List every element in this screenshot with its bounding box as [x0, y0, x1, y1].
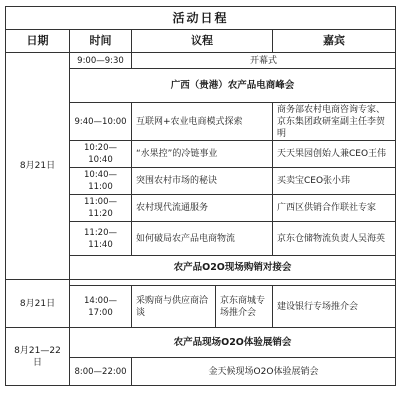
session-guest: 买卖宝CEO张小玮 [273, 168, 396, 195]
session-topic: 农村现代流通服务 [132, 195, 273, 222]
session-time: 10:40—11:00 [70, 168, 132, 195]
session-time: 11:00—11:20 [70, 195, 132, 222]
session-topic: “水果控”的冷链事业 [132, 141, 273, 168]
header-guest: 嘉宾 [273, 30, 396, 53]
header-agenda: 议程 [132, 30, 273, 53]
day3-date: 8月21—22日 [6, 328, 70, 386]
session-time: 9:40—10:00 [70, 103, 132, 141]
session-guest: 广西区供销合作联社专家 [273, 195, 396, 222]
session-time: 11:20—11:40 [70, 222, 132, 256]
day2-session: 采购商与供应商洽谈 [132, 286, 216, 328]
session-guest: 京东仓储物流负责人吴海英 [273, 222, 396, 256]
header-time: 时间 [70, 30, 132, 53]
schedule-title: 活动日程 [6, 7, 396, 30]
day3-time: 8:00—22:00 [70, 358, 132, 386]
session-guest: 商务部农村电商咨询专家、京东集团政研室副主任李贺明 [273, 103, 396, 141]
day2-section-title: 农产品O2O现场购销对接会 [70, 256, 396, 280]
session-topic: 突围农村市场的秘诀 [132, 168, 273, 195]
day3-event: 金天候现场O2O体验展销会 [132, 358, 396, 386]
day2-session: 京东商城专场推介会 [216, 286, 273, 328]
session-topic: 如何破局农产品电商物流 [132, 222, 273, 256]
schedule-table [5, 6, 396, 386]
day2-session: 建设银行专场推介会 [273, 286, 396, 328]
header-date: 日期 [6, 30, 70, 53]
day3-section-title: 农产品现场O2O体验展销会 [70, 328, 396, 358]
day2-time: 14:00—17:00 [70, 286, 132, 328]
day2-date: 8月21日 [6, 280, 70, 328]
day1-section-title: 广西（贵港）农产品电商峰会 [70, 69, 396, 103]
session-guest: 天天果园创始人兼CEO王伟 [273, 141, 396, 168]
day1-date: 8月21日 [6, 53, 70, 280]
opening-label: 开幕式 [132, 53, 396, 69]
session-time: 10:20—10:40 [70, 141, 132, 168]
opening-time: 9:00—9:30 [70, 53, 132, 69]
session-topic: 互联网+农业电商模式探索 [132, 103, 273, 141]
